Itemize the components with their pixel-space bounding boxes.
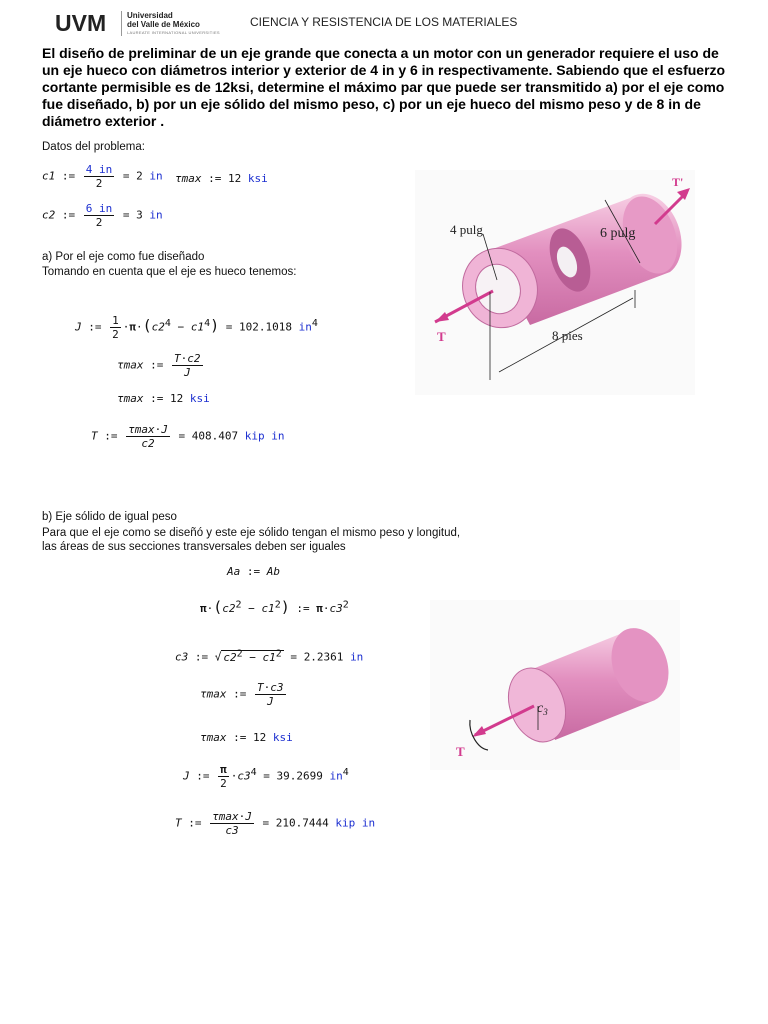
part-a-title: a) Por el eje como fue diseñado [42,251,205,263]
logo-line-1: Universidad [127,11,173,20]
logo-divider [121,11,122,36]
logo-tagline: LAUREATE INTERNATIONAL UNIVERSITIES [127,30,220,35]
a-J-value: 102.1018 [239,320,292,334]
uvm-logo [55,8,230,38]
part-b-title: b) Eje sólido de igual peso [42,511,177,523]
course-title: CIENCIA Y RESISTENCIA DE LOS MATERIALES [250,15,518,29]
eq-a-polar-moment: J := $\frac{1}{2}$ $\cdot\pi\cdot(c2^4 - c1^4) = 102.1018$ $in^4$ [75,314,318,341]
a-J-unit: in [298,320,312,334]
a-tau-unit: ksi [189,392,210,405]
eq-a-tau-formula: τmax := $\frac{T\cdot c2}{J}$ [117,352,201,379]
a-tau-value: 12 [170,392,184,405]
solid-shaft-figure [430,600,680,770]
a-T-value: 408.407 [191,429,239,443]
part-b-subtitle: Para que el eje como se diseñó y este eje sólido tengan el mismo peso y longitud, las áreas de sus secciones transversales deben ser iguales [42,527,461,553]
eq-b-c3: c3 := √ $c2^2 - c1^2 = 2.2361$ in [175,648,364,664]
b-c3-unit: in [350,650,364,664]
eq-b-tau-value: τmax := 12 ksi [200,731,293,744]
c1-denominator: 2 [95,177,103,190]
c2-denominator: 2 [95,216,103,229]
tau-unit: ksi [247,172,268,185]
b-T-unit: kip in [335,816,376,830]
b-tau-value: 12 [253,731,267,744]
logo-mark: UVM [55,10,107,36]
b-c3-value: 2.2361 [303,650,344,664]
tau-value: 12 [228,172,242,185]
part-a-subtitle: Tomando en cuenta que el eje es hueco tenemos: [42,266,297,278]
eq-c2: c2 := $\frac{6 in}{2}$ = 3 in [42,202,163,229]
b-J-value: 39.2699 [276,769,323,783]
eq-b-areas: Aa := Ab [227,565,280,578]
label-inner-diameter: 4 pulg [450,222,483,237]
problem-statement: El diseño de preliminar de un eje grande que conecta a un motor con un generador requiere el uso de un eje hueco con diámetros interior y exterior de 4 in y 6 in respectivamente. Sabiendo que el esfuerzo cortante permisible es de 12ksi, determine el máximo par que puede ser transmitido a) por el eje como fue diseñado, b) por un eje sólido del mismo peso, c) por un eje hueco del mismo peso y de 8 in de diámetro exterior . [42,45,726,129]
c1-unit: in [149,169,163,183]
label-c3: $c_3$ [537,701,548,717]
c2-unit: in [149,208,163,222]
eq-c1: c1 := $\frac{4 in}{2}$ = 2 in [42,163,163,190]
label-length: 8 pies [552,328,583,343]
b-tau-unit: ksi [272,731,293,744]
a-T-unit: kip in [244,429,285,443]
eq-b-polar-moment: J := $\frac{\pi}{2}$ $\cdot c3^4 = 39.2699$ $in^4$ [183,763,349,790]
data-label: Datos del problema: [42,141,145,153]
c1-value: 2 [136,169,143,183]
c1-numerator: 4 in [85,163,113,176]
b-T-value: 210.7444 [275,816,329,830]
b-J-unit: in [329,769,343,783]
label-outer-diameter: 6 pulg [600,226,636,241]
label-torque-left: T [437,329,446,344]
label-torque: T [456,744,465,759]
c2-value: 3 [136,208,143,222]
eq-b-tau-formula: τmax := $\frac{T\cdot c3}{J}$ [200,681,284,708]
eq-b-torque: T := $\frac{\tau\max\cdot J}{c3}$ = 210.7444 kip in [175,810,376,837]
label-torque-right: T' [672,175,684,189]
hollow-shaft-figure [415,170,695,395]
eq-b-area-relation: $\pi\cdot(c2^2 - c1^2)$ := $\pi\cdot c3^2$ [200,598,349,616]
eq-tau-max: τmax := 12 ksi [175,172,268,185]
eq-a-torque: T := $\frac{\tau\max\cdot J}{c2}$ = 408.407 kip in [91,423,285,450]
c2-numerator: 6 in [85,202,113,215]
logo-line-2: del Valle de México [127,20,200,29]
eq-a-tau-value: τmax := 12 ksi [117,392,210,405]
